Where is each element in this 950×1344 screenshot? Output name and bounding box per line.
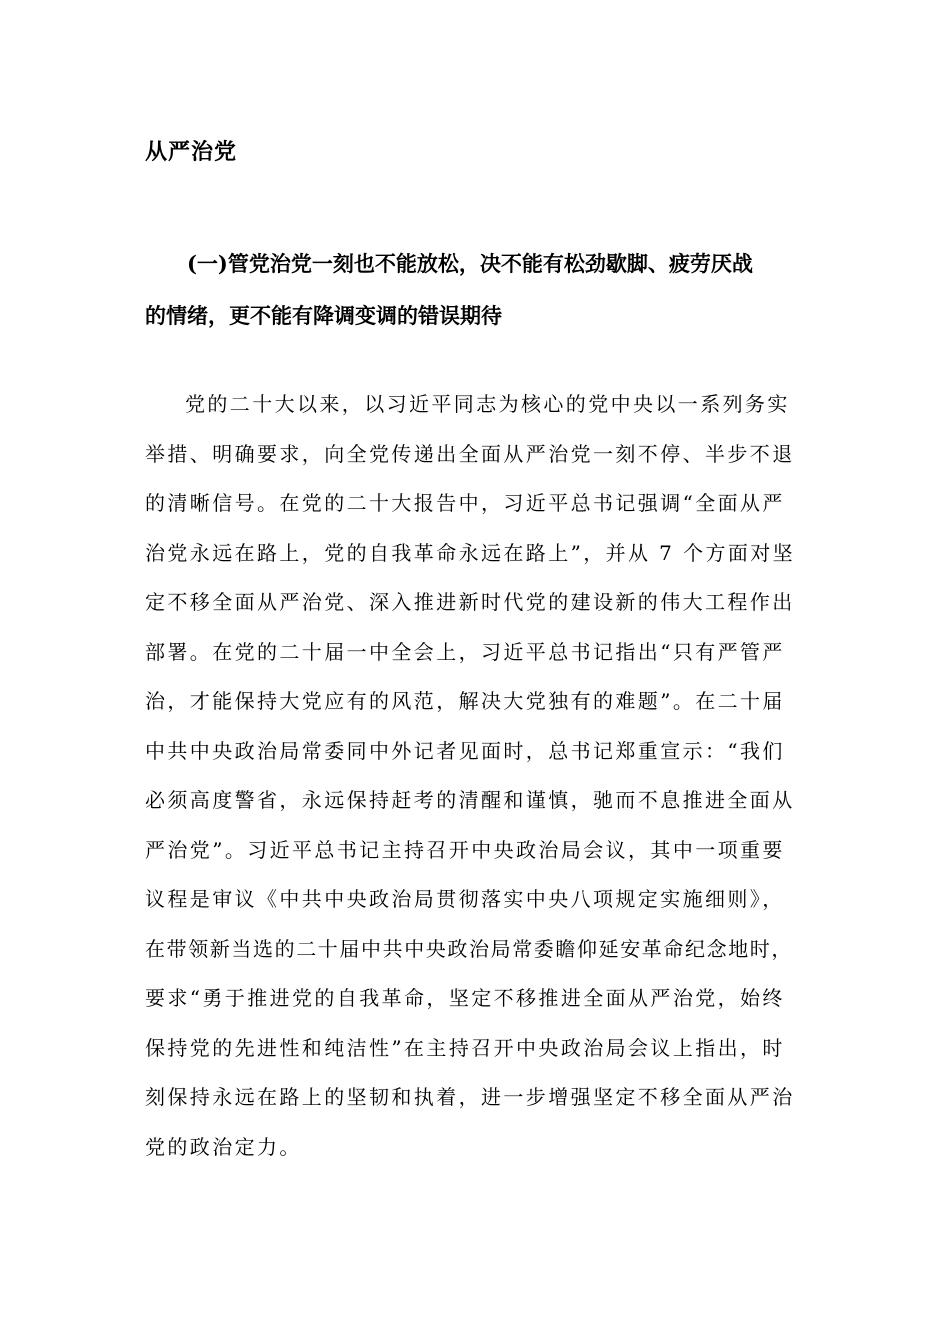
body-paragraph xyxy=(145,380,835,1172)
body-line: 议程是审议《中共中央政治局贯彻落实中央八项规定实施细则》， xyxy=(145,887,785,911)
body-line: 定不移全面从严治党、深入推进新时代党的建设新的伟大工程作出 xyxy=(145,590,795,614)
body-line: 刻保持永远在路上的坚韧和执着，进一步增强坚定不移全面从严治 xyxy=(145,1085,795,1109)
body-line: 必须高度警省，永远保持赶考的清醒和谨慎，驰而不息推进全面从 xyxy=(145,788,795,812)
body-line: 治，才能保持大党应有的风范，解决大党独有的难题”。在二十届 xyxy=(145,689,785,713)
subheading-line: (一)管党治党一刻也不能放松，决不能有松劲歇脚、疲劳厌战 xyxy=(187,251,753,276)
body-line: 的清晰信号。在党的二十大报告中，习近平总书记强调“全面从严 xyxy=(145,491,785,515)
body-line: 保持党的先进性和纯洁性”在主持召开中央政治局会议上指出，时 xyxy=(145,1035,785,1060)
body-line: 严治党”。习近平总书记主持召开中央政治局会议，其中一项重要 xyxy=(145,837,785,862)
body-line: 治党永远在路上，党的自我革命永远在路上”，并从 7 个方面对坚 xyxy=(145,540,796,565)
subheading xyxy=(145,238,825,342)
body-line: 要求“勇于推进党的自我革命，坚定不移推进全面从严治党，始终 xyxy=(145,986,785,1010)
body-line: 部署。在党的二十届一中全会上，习近平总书记指出“只有严管严 xyxy=(145,639,785,664)
subheading-line: 的情绪，更不能有降调变调的错误期待 xyxy=(145,303,502,328)
section-title: 从严治党 xyxy=(145,139,238,165)
body-line: 在带领新当选的二十届中共中央政治局常委瞻仰延安革命纪念地时， xyxy=(145,936,793,961)
body-line: 党的政治定力。 xyxy=(145,1134,302,1159)
body-line: 举措、明确要求，向全党传递出全面从严治党一刻不停、半步不退 xyxy=(145,441,795,466)
body-line: 党的二十大以来，以习近平同志为核心的党中央以一系列务实 xyxy=(185,392,790,416)
body-line: 中共中央政治局常委同中外记者见面时，总书记郑重宣示：“我们 xyxy=(145,738,785,763)
